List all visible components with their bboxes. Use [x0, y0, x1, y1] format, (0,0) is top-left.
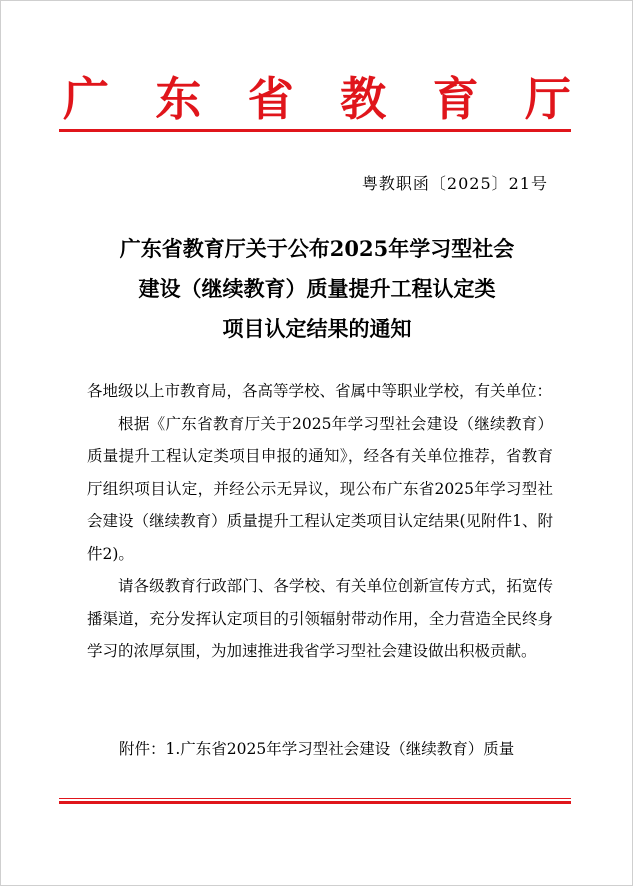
issuer-char: 教	[340, 72, 387, 126]
salutation: 各地级以上市教育局，各高等学校、省属中等职业学校，有关单位：	[87, 382, 553, 400]
document-title	[63, 229, 571, 349]
title-line: 项目认定结果的通知	[222, 316, 412, 341]
issuer-char: 厅	[524, 72, 571, 126]
title-line: 建设（继续教育）质量提升工程认定类	[138, 276, 496, 301]
footer-red-rule-thick	[59, 801, 571, 804]
document-body	[87, 375, 553, 668]
document-number: 粤教职函〔2025〕21号	[361, 174, 548, 193]
issuer-char: 育	[432, 72, 479, 126]
issuer-char: 广	[63, 72, 109, 126]
header-red-rule	[59, 129, 571, 132]
body-paragraph: 根据《广东省教育厅关于2025年学习型社会建设（继续教育）质量提升工程认定类项目申报的通知》，经各有关单位推荐，省教育厅组织项目认定，并经公示无异议，现公布广东省2025年学习型社会建设（继续教育）质量提升工程认定类项目认定结果(见附件1、附件2)。	[87, 414, 553, 563]
attachment-line: 附件：1.广东省2025年学习型社会建设（继续教育）质量	[119, 740, 515, 758]
footer-red-rule-thin	[59, 798, 571, 799]
body-paragraph: 请各级教育行政部门、各学校、有关单位创新宣传方式，拓宽传播渠道，充分发挥认定项目的引领辐射带动作用，全力营造全民终身学习的浓厚氛围，为加速推进我省学习型社会建设做出积极贡献。	[87, 577, 553, 660]
title-line: 广东省教育厅关于公布2025年学习型社会	[119, 236, 515, 261]
issuer-char: 省	[247, 72, 294, 126]
issuer-header	[63, 67, 571, 131]
issuer-char: 东	[155, 72, 202, 126]
